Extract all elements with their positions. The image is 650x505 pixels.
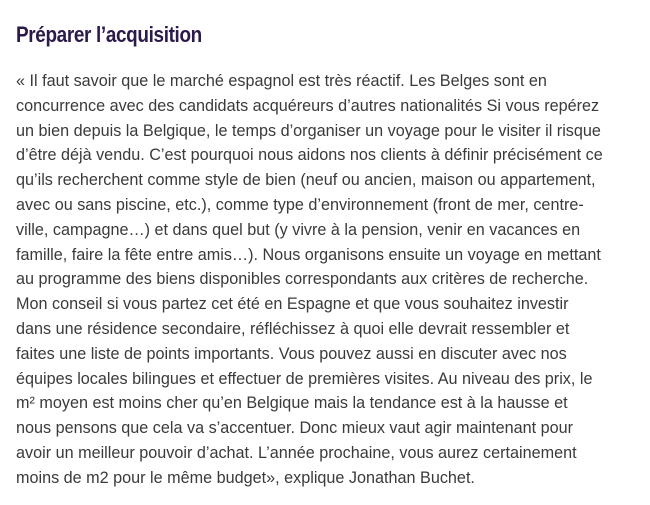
paragraph-line: concurrence avec des candidats acquéreurs d’autres nationalités Si vous repérez <box>16 96 600 115</box>
paragraph-line: « Il faut savoir que le marché espagnol est très réactif. Les Belges sont en <box>16 72 547 90</box>
paragraph-line: avoir un meilleur pouvoir d’achat. L’année prochaine, vous aurez certainement <box>16 443 577 462</box>
paragraph-line: avec ou sans piscine, etc.), comme type d’environnement (front de mer, centre- <box>16 195 584 214</box>
paragraph-line: faites une liste de points importants. Vous pouvez aussi en discuter avec nos <box>16 344 567 363</box>
paragraph-line: nous pensons que cela va s’accentuer. Donc mieux vaut agir maintenant pour <box>16 419 574 438</box>
paragraph-line: famille, faire la fête entre amis…). Nous organisons ensuite un voyage en mettant <box>16 245 601 264</box>
paragraph-line: m² moyen est moins cher qu’en Belgique mais la tendance est à la hausse et <box>16 394 568 413</box>
quote-paragraph <box>16 69 640 491</box>
paragraph-line: qu’ils recherchent comme style de bien (neuf ou ancien, maison ou appartement, <box>16 171 596 190</box>
article <box>16 18 640 491</box>
paragraph-line: ville, campagne…) et dans quel but (y vivre à la pension, venir en vacances en <box>16 220 581 239</box>
paragraph-line: d’être déjà vendu. C’est pourquoi nous aidons nos clients à définir précisément ce <box>16 146 603 165</box>
paragraph-line: équipes locales bilingues et effectuer de premières visites. Au niveau des prix, le <box>16 369 593 388</box>
paragraph-line: Mon conseil si vous partez cet été en Espagne et que vous souhaitez investir <box>16 295 569 314</box>
paragraph-line: dans une résidence secondaire, réfléchissez à quoi elle devrait ressembler et <box>16 319 570 338</box>
paragraph-line: au programme des biens disponibles correspondants aux critères de recherche. <box>16 270 589 289</box>
section-heading: Préparer l’acquisition <box>16 22 202 47</box>
paragraph-line: un bien depuis la Belgique, le temps d’organiser un voyage pour le visiter il risque <box>16 121 601 140</box>
paragraph-line: moins de m2 pour le même budget», explique Jonathan Buchet. <box>16 468 475 487</box>
